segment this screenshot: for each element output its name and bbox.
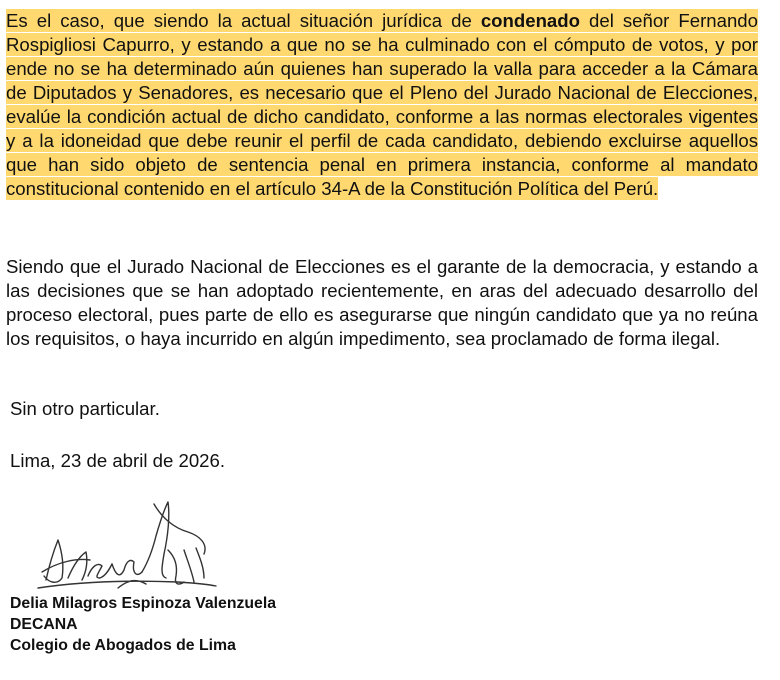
signer-name: Delia Milagros Espinoza Valenzuela [10, 595, 277, 612]
paragraph1-text-start: Es el caso, que siendo la actual situación jurídica de [6, 10, 481, 31]
highlight-marker [6, 9, 758, 200]
second-paragraph: Siendo que el Jurado Nacional de Elecciones es el garante de la democracia, y estando a las decisiones que se han adoptado recientemente, en aras del adecuado desarrollo del proceso electoral, pues parte de ello es asegurarse que ningún candidato que ya no reúna los requisitos, o haya incurrido en algún impedimento, sea proclamado de forma ilegal. [6, 256, 758, 349]
highlighted-paragraph [6, 9, 758, 201]
place-date-line: Lima, 23 de abril de 2026. [10, 450, 226, 471]
handwritten-signature [28, 492, 228, 602]
paragraph1-text-end: del señor Fernando Rospigliosi Capurro, y estando a que no se ha culminado con el cómputo de votos, y por ende no se ha determinado aún quienes han superado la valla para acceder a la Cámara de Diputados y Senadores, es necesario que el Pleno del Jurado Nacional de Elecciones, evalúe la condición actual de dicho candidato, conforme a las normas electorales vigentes y a la idoneidad que debe reunir el perfil de cada candidato, debiendo excluirse aquellos que han sido objeto de sentencia penal en primera instancia, conforme al mandato constitucional contenido en el artículo 34-A de la Constitución Política del Perú. [6, 10, 758, 199]
signer-organization: Colegio de Abogados de Lima [10, 637, 236, 654]
closing-line: Sin otro particular. [10, 398, 160, 419]
bold-word-condenado: condenado [480, 10, 580, 31]
signer-role: DECANA [10, 616, 78, 633]
